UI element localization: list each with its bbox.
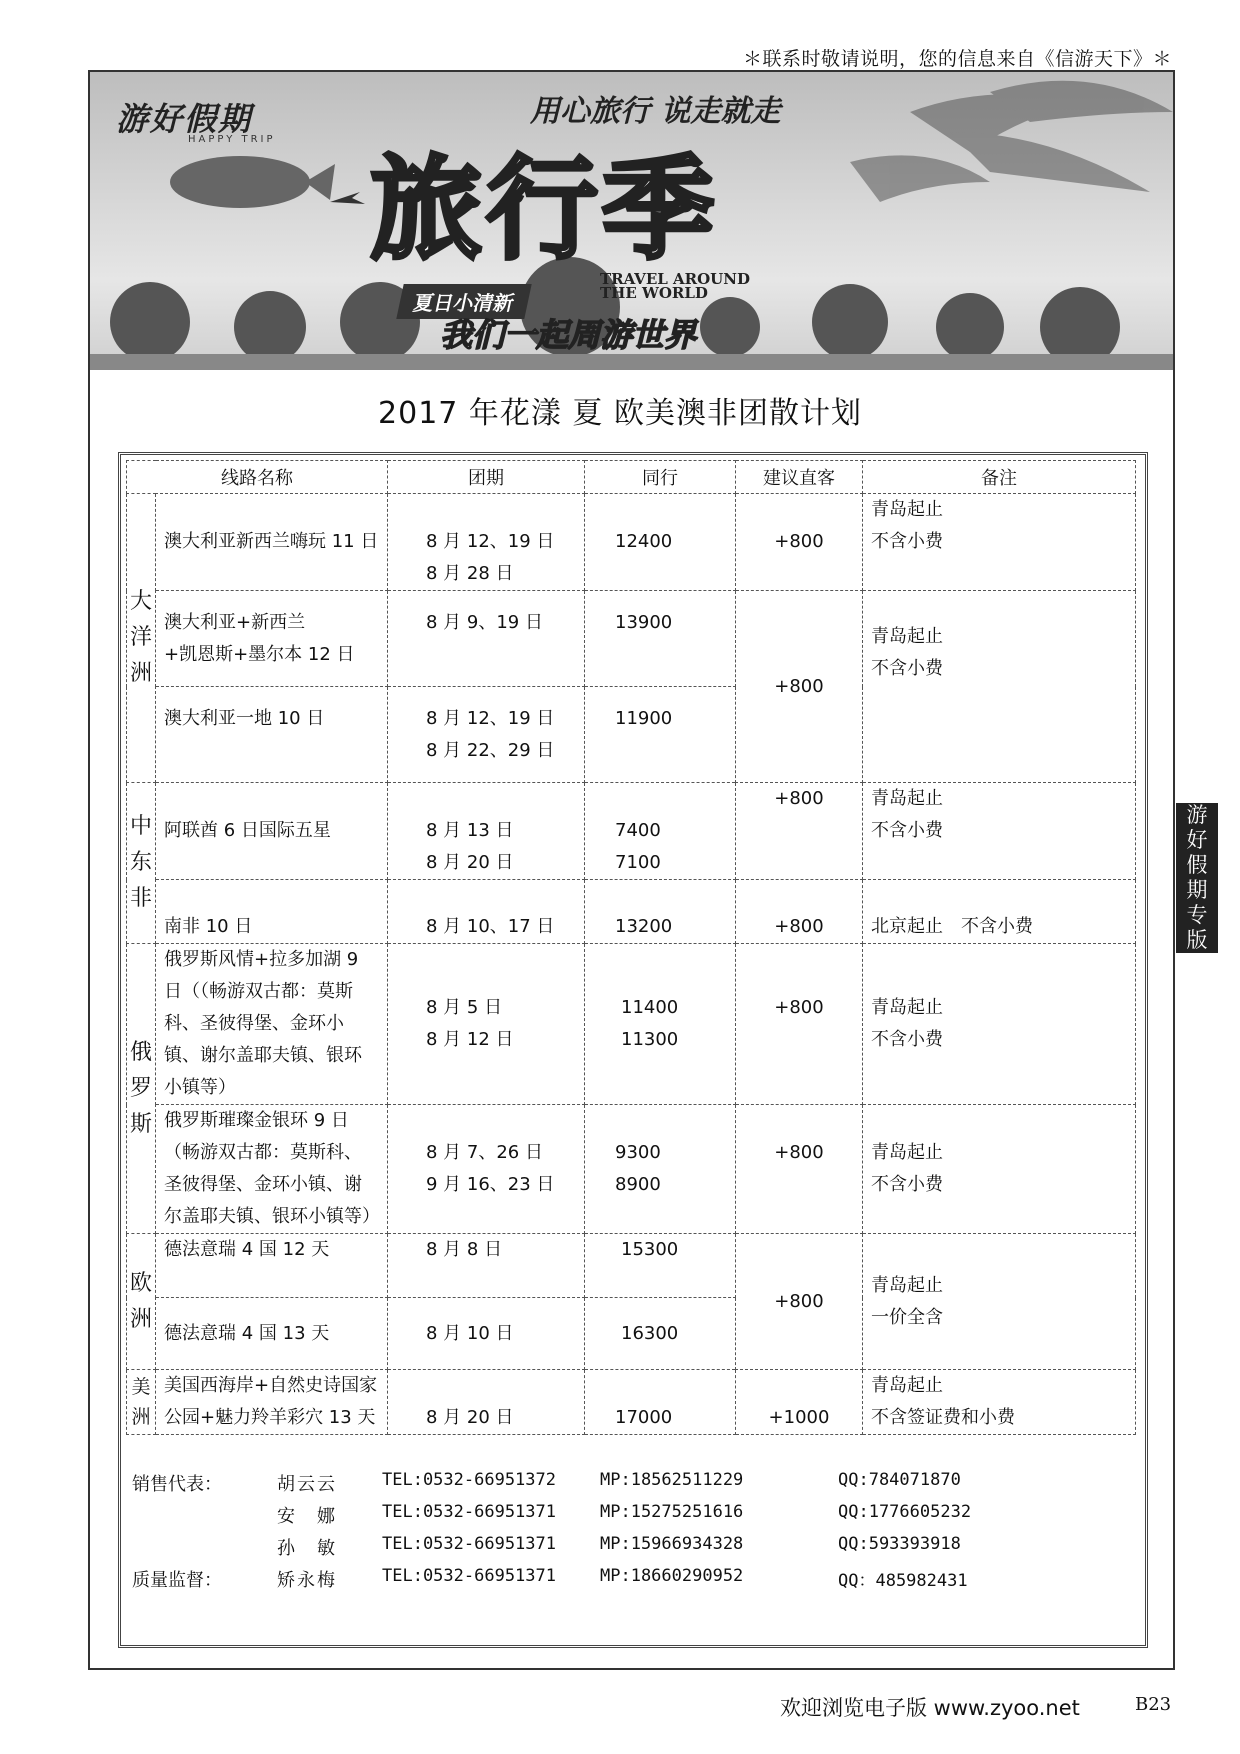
table-row — [127, 591, 1136, 687]
table-row — [127, 1105, 1136, 1234]
trade-price: 7400 7100 — [585, 783, 736, 880]
contact-row — [132, 1502, 1132, 1534]
contact-mobile: MP:15966934328 — [600, 1534, 744, 1554]
page-number: B23 — [1135, 1694, 1172, 1715]
trade-price: 11900 — [585, 687, 736, 783]
tour-dates: 8 月 8 日 — [388, 1234, 585, 1298]
retail-add: +800 — [736, 494, 863, 591]
contact-tel: TEL:0532-66951371 — [382, 1566, 556, 1586]
route-name: 俄罗斯风情+拉多加湖 9 日（（畅游双古都：莫斯科、圣彼得堡、金环小镇、谢尔盖耶夫镇、银环小镇等） — [156, 944, 388, 1105]
note: 青岛起止 一价全含 — [863, 1234, 1136, 1370]
retail-add: +800 — [736, 783, 863, 880]
note: 青岛起止 不含小费 — [863, 591, 1136, 783]
banner-image — [90, 72, 1173, 370]
trade-price: 17000 — [585, 1370, 736, 1435]
side-tab-char: 游 — [1186, 803, 1208, 827]
tour-dates: 8 月 5 日 8 月 12 日 — [388, 944, 585, 1105]
trade-price: 11400 11300 — [585, 944, 736, 1105]
footer-website[interactable]: 欢迎浏览电子版 www.zyoo.net — [780, 1696, 1080, 1720]
header-note: 备注 — [863, 461, 1136, 494]
route-name: 美国西海岸+自然史诗国家 公园+魅力羚羊彩穴 13 天 — [156, 1370, 388, 1435]
route-name: 南非 10 日 — [156, 880, 388, 944]
contact-qq: QQ:1776605232 — [838, 1502, 972, 1522]
retail-add: +800 — [736, 880, 863, 944]
table-row — [127, 783, 1136, 880]
note: 青岛起止 不含小费 — [863, 944, 1136, 1105]
tour-dates: 8 月 12、19 日 8 月 28 日 — [388, 494, 585, 591]
route-name: 德法意瑞 4 国 12 天 — [156, 1234, 388, 1298]
table-header-row — [127, 461, 1136, 494]
brand-logo-subtitle: HAPPY TRIP — [188, 134, 276, 145]
contact-name: 胡云云 — [277, 1474, 337, 1495]
contact-qq: QQ：485982431 — [838, 1571, 968, 1591]
contact-tel: TEL:0532-66951371 — [382, 1534, 556, 1554]
region-middle-east-africa: 中东非 — [127, 783, 156, 944]
note: 北京起止 不含小费 — [863, 880, 1136, 944]
contact-row — [132, 1470, 1132, 1502]
brand-logo: 游好假期 — [116, 100, 253, 138]
side-tab-char: 版 — [1186, 928, 1208, 952]
table-row — [127, 1234, 1136, 1298]
route-name: 澳大利亚新西兰嗨玩 11 日 — [156, 494, 388, 591]
trade-price: 16300 — [585, 1298, 736, 1370]
banner-slogan: 用心旅行 说走就走 — [530, 94, 781, 129]
header-route: 线路名称 — [127, 461, 388, 494]
contact-mobile: MP:18660290952 — [600, 1566, 744, 1586]
contact-name: 孙 敏 — [277, 1538, 337, 1559]
header-date: 团期 — [388, 461, 585, 494]
contact-tel: TEL:0532-66951372 — [382, 1470, 556, 1490]
source-notice: ＊联系时敬请说明，您的信息来自《信游天下》＊ — [742, 48, 1172, 70]
banner-english: TRAVEL AROUND THE WORLD — [600, 270, 750, 302]
tour-table-frame — [118, 452, 1148, 1648]
banner-tag: 夏日小清新 — [396, 284, 531, 319]
side-tab-char: 好 — [1186, 828, 1208, 852]
trade-price: 15300 — [585, 1234, 736, 1298]
side-tab-char: 假 — [1186, 853, 1208, 877]
side-tab-char: 期 — [1186, 878, 1208, 902]
retail-add: +1000 — [736, 1370, 863, 1435]
header-trade-price: 同行 — [585, 461, 736, 494]
tour-dates: 8 月 13 日 8 月 20 日 — [388, 783, 585, 880]
table-row — [127, 880, 1136, 944]
region-america: 美洲 — [127, 1370, 156, 1435]
contact-row — [132, 1566, 1132, 1598]
contact-role: 质量监督： — [132, 1570, 222, 1591]
tour-dates: 8 月 20 日 — [388, 1370, 585, 1435]
page-title: 2017 年花漾 夏 欧美澳非团散计划 — [378, 396, 862, 431]
table-row — [127, 1370, 1136, 1435]
banner-line2: 我们一起周游世界 — [440, 316, 697, 354]
tour-dates: 8 月 7、26 日 9 月 16、23 日 — [388, 1105, 585, 1234]
region-oceania: 大洋洲 — [127, 494, 156, 783]
contact-role: 销售代表： — [132, 1474, 222, 1495]
table-row — [127, 944, 1136, 1105]
table-row — [127, 494, 1136, 591]
contact-name: 矫永梅 — [277, 1570, 337, 1591]
side-tab-char: 专 — [1186, 903, 1208, 927]
contact-mobile: MP:18562511229 — [600, 1470, 744, 1490]
side-section-tab — [1176, 803, 1218, 953]
contact-tel: TEL:0532-66951371 — [382, 1502, 556, 1522]
tour-dates: 8 月 12、19 日 8 月 22、29 日 — [388, 687, 585, 783]
route-name: 俄罗斯璀璨金银环 9 日（畅游双古都：莫斯科、圣彼得堡、金环小镇、谢尔盖耶夫镇、银环小镇等） — [156, 1105, 388, 1234]
retail-add: +800 — [736, 591, 863, 783]
banner-big-title: 旅行季 — [370, 145, 718, 275]
trade-price: 13900 — [585, 591, 736, 687]
note: 青岛起止 不含签证费和小费 — [863, 1370, 1136, 1435]
contact-name: 安 娜 — [277, 1506, 337, 1527]
whale-shape — [170, 156, 310, 208]
retail-add: +800 — [736, 1105, 863, 1234]
retail-add: +800 — [736, 1234, 863, 1370]
tour-table — [126, 460, 1136, 1435]
route-name: 德法意瑞 4 国 13 天 — [156, 1298, 388, 1370]
region-europe: 欧洲 — [127, 1234, 156, 1370]
route-name: 澳大利亚一地 10 日 — [156, 687, 388, 783]
contact-qq: QQ:593393918 — [838, 1534, 961, 1554]
trade-price: 13200 — [585, 880, 736, 944]
note: 青岛起止 不含小费 — [863, 783, 1136, 880]
tour-dates: 8 月 10 日 — [388, 1298, 585, 1370]
contacts-block — [132, 1470, 1132, 1598]
note: 青岛起止 不含小费 — [863, 1105, 1136, 1234]
route-name: 澳大利亚+新西兰 +凯恩斯+墨尔本 12 日 — [156, 591, 388, 687]
note: 青岛起止 不含小费 — [863, 494, 1136, 591]
trade-price: 9300 8900 — [585, 1105, 736, 1234]
retail-add: +800 — [736, 944, 863, 1105]
contact-row — [132, 1534, 1132, 1566]
tour-dates: 8 月 10、17 日 — [388, 880, 585, 944]
route-name: 阿联酋 6 日国际五星 — [156, 783, 388, 880]
tour-dates: 8 月 9、19 日 — [388, 591, 585, 687]
contact-mobile: MP:15275251616 — [600, 1502, 744, 1522]
region-russia: 俄罗斯 — [127, 944, 156, 1234]
header-retail-add: 建议直客 — [736, 461, 863, 494]
trade-price: 12400 — [585, 494, 736, 591]
contact-qq: QQ:784071870 — [838, 1470, 961, 1490]
